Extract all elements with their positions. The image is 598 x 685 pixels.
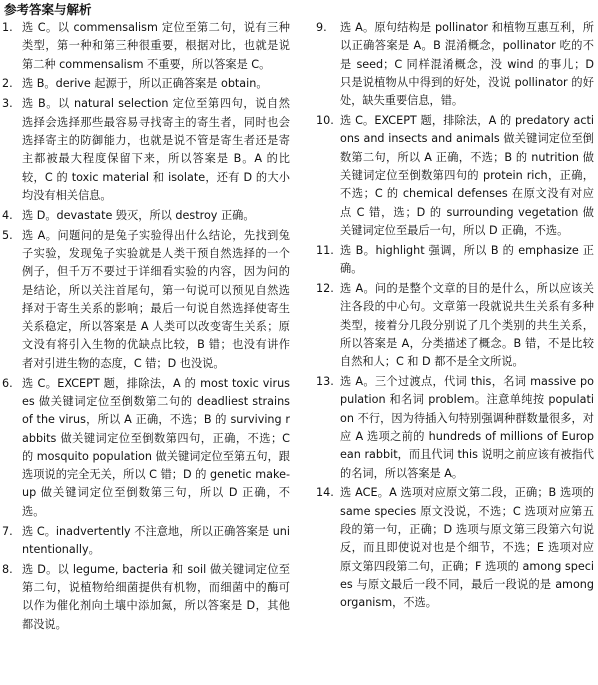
answer-number: 2. (2, 77, 13, 91)
answer-text: 选 D。devastate 毁灭，所以 destroy 正确。 (22, 208, 255, 222)
answer-number: 3. (2, 97, 13, 111)
answer-number: 14. (316, 486, 334, 500)
answer-item-11 (316, 242, 594, 279)
answer-number: 11. (316, 243, 334, 257)
right-column (316, 19, 594, 614)
answer-number: 4. (2, 208, 13, 222)
answer-text: 选 A。问的是整个文章的目的是什么，所以应该关注各段的中心句。文章第一段就说共生关系有多种类型，接着分几段分别说了几个类别的共生关系，所以答案是 A，分类描述了概念。B 错，不是比较自然和人；C 和 D 都不是全文所说。 (340, 281, 594, 369)
answer-item-8 (2, 561, 290, 634)
answer-text: 选 A。问题问的是兔子实验得出什么结论，先找到兔子实验，发现兔子实验就是人类干预自然选择的一个例子，但千万不要过于详细看实验的内容，因为问的是结论，所以关注首尾句，第一句说可以预见自然选择对于寄生关系的影响；最后一句说自然选择使寄生关系稳定，所以答案是 A 人类可以改变寄生关系；原文没有将引入生物的优缺点比较，B 错；也没有讲作者对引进生物的态度，C 错；D 也没说。 (22, 228, 290, 370)
answer-text: 选 D。以 legume, bacteria 和 soil 做关键词定位至第二句，说植物给细菌提供有机物，而细菌中的酶可以作为催化剂向土壤中添加氮，所以答案是 D，其他都没说。 (22, 562, 290, 631)
page-title: 参考答案与解析 (4, 2, 92, 17)
answer-number: 12. (316, 281, 334, 295)
answer-text: 选 C。EXCEPT 题，排除法，A 的 predatory actions and insects and animals 做关键词定位至倒数第二句，所以 A 正确，不选；B 的 nutrition 做关键词定位至倒数第四句的 protein rich，正确，不选；C 的 chemical defenses 在原文没有对应点 C 错，选；D 的 surrounding vegetation 做关键词定位至最后一句，所以 D 正确，不选。 (340, 114, 594, 237)
answer-item-7 (2, 523, 290, 560)
answer-item-12 (316, 280, 594, 371)
answer-item-9 (316, 19, 594, 110)
answer-number: 5. (2, 228, 13, 242)
answer-text: 选 B。以 natural selection 定位至第四句，说自然选择会选择那些最容易寻找寄主的寄生者，同时也会选择寄主的防御能力，也就是说不管是寄生者还是寄主都被最大程度保留下来，所以答案是 B。A 的比较，C 的 toxic material 和 isolate，还有 D 的大小均没有相关信息。 (22, 97, 290, 202)
answer-text: 选 A。三个过渡点，代词 this，名词 massive population 和名词 problem。注意单纯按 population 不行，因为待插入句特别强调种群数量很多，对应 A 选项之前的 hundreds of millions of European rabbit，而且代词 this 说明之前应该有被指代的名词，所以答案是 A。 (340, 375, 594, 480)
answer-number: 7. (2, 524, 13, 538)
answer-item-14 (316, 484, 594, 612)
answer-number: 6. (2, 376, 13, 390)
answer-number: 13. (316, 375, 334, 389)
answer-number: 8. (2, 562, 13, 576)
answer-item-2 (2, 75, 290, 93)
answer-number: 1. (2, 21, 13, 34)
answer-item-5 (2, 227, 290, 373)
answer-text: 选 C。以 commensalism 定位至第二句，说有三种类型，第一种和第三种很重要，根据对比，也就是说第二种 commensalism 不重要，所以答案是 C。 (22, 21, 290, 71)
answer-text: 选 A。原句结构是 pollinator 和植物互惠互利，所以正确答案是 A。B 混淆概念，pollinator 吃的不是 seed；C 同样混淆概念，没 wind 的事儿；D 只是说植物从中得到的好处，没说 pollinator 的好处，缺失重要信息，错。 (340, 21, 594, 108)
answer-item-1 (2, 19, 290, 74)
answer-text: 选 ACE。A 选项对应原文第二段，正确；B 选项的 same species 原文没说，不选；C 选项对应第五段的第一句，正确；D 选项与原文第三段第六句说反，而且即使说对也是个细节，不选；E 选项对应原文第四段第二句，正确；F 选项的 among species 与原文最后一段不同，最后一段说的是 among organism，不选。 (340, 486, 594, 610)
answer-item-3 (2, 95, 290, 205)
answer-text: 选 C。inadvertently 不注意地，所以正确答案是 unintentionally。 (22, 524, 290, 556)
answer-text: 选 C。EXCEPT 题，排除法，A 的 most toxic viruses 做关键词定位至倒数第二句的 deadliest strains of the virus，所以 A 正确，不选；B 的 surviving rabbits 做关键词定位至倒数第四句，正确，不选；C 的 mosquito population 做关键词定位至第五句，跟选项说的完全无关，所以 C 错；D 的 genetic make-up 做关键词定位至倒数第三句，所以 D 正确，不选。 (22, 376, 290, 518)
answer-text: 选 B。derive 起源于，所以正确答案是 obtain。 (22, 77, 268, 91)
answer-item-13 (316, 373, 594, 483)
answer-item-4 (2, 207, 290, 225)
answer-number: 10. (316, 114, 334, 128)
answer-item-10 (316, 112, 594, 240)
answer-number: 9. (316, 21, 327, 34)
left-column (2, 19, 290, 636)
answer-text: 选 B。highlight 强调，所以 B 的 emphasize 正确。 (340, 243, 594, 276)
answer-item-6 (2, 375, 290, 521)
